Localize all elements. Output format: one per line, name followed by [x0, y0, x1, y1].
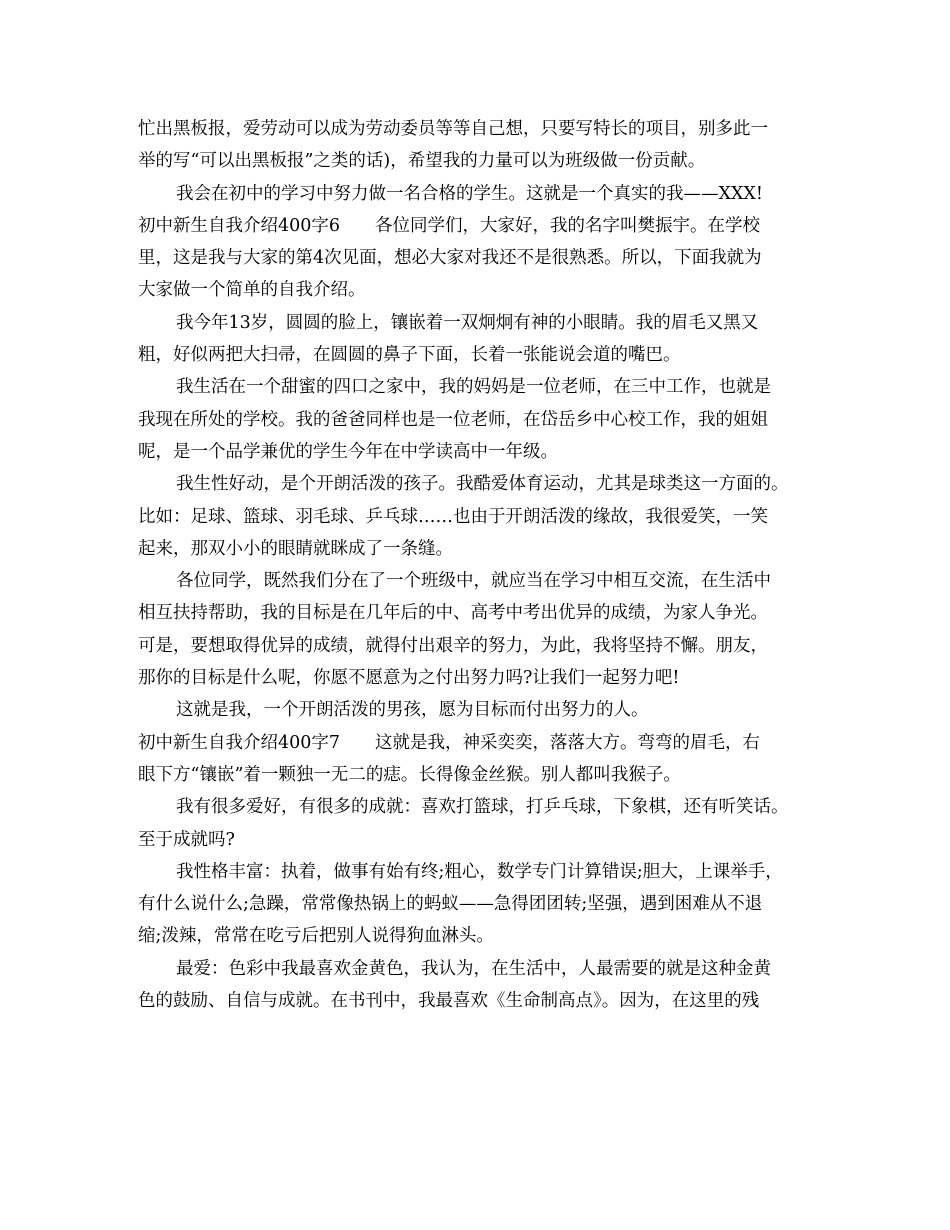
text-line: 这就是我，一个开朗活泼的男孩，愿为目标而付出努力的人。: [176, 700, 649, 721]
text-line: 那你的目标是什么呢，你愿不愿意为之付出努力吗?让我们一起努力吧!: [138, 668, 680, 689]
document-body: [138, 113, 828, 1017]
text-line: 各位同学，既然我们分在了一个班级中，就应当在学习中相互交流，在生活中: [176, 571, 771, 592]
text-line: 粗，好似两把大扫帚，在圆圆的鼻子下面，长着一张能说会道的嘴巴。: [138, 345, 681, 366]
text-line: 呢，是一个品学兼优的学生今年在中学读高中一年级。: [138, 441, 558, 462]
section-heading-line: 初中新生自我介绍400字7 这就是我，神采奕奕，落落大方。弯弯的眉毛，右: [138, 732, 761, 753]
text-line: 比如：足球、篮球、羽毛球、乒乓球……也由于开朗活泼的缘故，我很爱笑，一笑: [138, 506, 768, 527]
text-line: 相互扶持帮助，我的目标是在几年后的中、高考中考出优异的成绩，为家人争光。: [138, 603, 768, 624]
text-line: 缩;泼辣，常常在吃亏后把别人说得狗血淋头。: [138, 926, 494, 947]
text-line: 有什么说什么;急躁，常常像热锅上的蚂蚁——急得团团转;坚强，遇到困难从不退: [138, 894, 763, 915]
text-line: 至于成就吗?: [138, 829, 235, 850]
text-line: 色的鼓励、自信与成就。在书刊中，我最喜欢《生命制高点》。因为，在这里的残: [138, 991, 760, 1012]
text-line: 我今年13岁，圆圆的脸上，镶嵌着一双炯炯有神的小眼睛。我的眉毛又黑又: [176, 312, 759, 333]
text-line: 眼下方“镶嵌”着一颗独一无二的痣。长得像金丝猴。别人都叫我猴子。: [138, 764, 681, 785]
text-line: 最爱：色彩中我最喜欢金黄色，我认为，在生活中，人最需要的就是这种金黄: [176, 958, 771, 979]
text-line: 忙出黑板报，爱劳动可以成为劳动委员等等自己想，只要写特长的项目，别多此一: [138, 119, 768, 139]
text-line: 我现在所处的学校。我的爸爸同样也是一位老师，在岱岳乡中心校工作，我的姐姐: [138, 409, 768, 430]
text-line: 我生性好动，是个开朗活泼的孩子。我酷爱体育运动，尤其是球类这一方面的。: [176, 474, 789, 495]
text-line: 可是，要想取得优异的成绩，就得付出艰辛的努力，为此，我将坚持不懈。朋友，: [138, 635, 768, 656]
section-heading-line: 初中新生自我介绍400字6 各位同学们，大家好，我的名字叫樊振宇。在学校: [138, 215, 761, 236]
text-line: 大家做一个简单的自我介绍。: [138, 280, 366, 301]
text-line: 我性格丰富：执着，做事有始有终;粗心，数学专门计算错误;胆大，上课举手，: [176, 861, 783, 882]
text-line: 我生活在一个甜蜜的四口之家中，我的妈妈是一位老师，在三中工作，也就是: [176, 377, 771, 398]
text-line: 起来，那双小小的眼睛就眯成了一条缝。: [138, 538, 453, 559]
text-line: 我有很多爱好，有很多的成就：喜欢打篮球，打乒乓球，下象棋，还有听笑话。: [176, 797, 789, 818]
text-line: 里，这是我与大家的第4次见面，想必大家对我还不是很熟悉。所以，下面我就为: [138, 248, 762, 269]
text-line: 举的写“可以出黑板报”之类的话)，希望我的力量可以为班级做一份贡献。: [138, 151, 706, 172]
text-line: 我会在初中的学习中努力做一名合格的学生。这就是一个真实的我——XXX!: [176, 183, 763, 204]
